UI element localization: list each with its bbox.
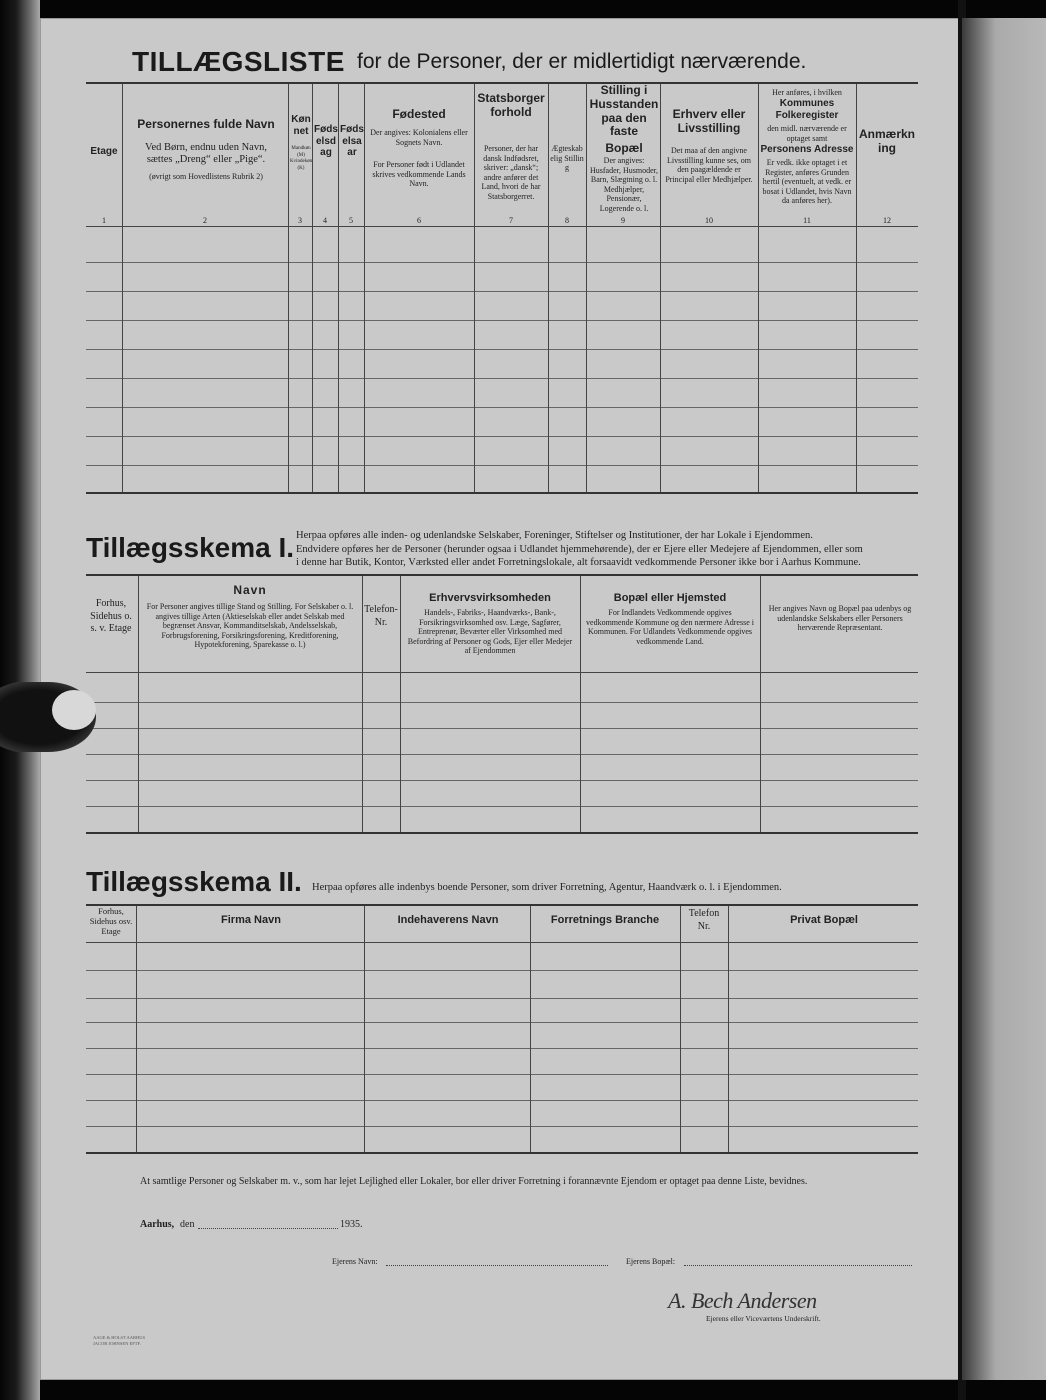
skema1-row-line	[86, 754, 918, 755]
owner-signature: A. Bech Andersen	[668, 1288, 817, 1313]
skema1-row-line	[86, 806, 918, 807]
skema1-row-line	[86, 780, 918, 781]
skema2-col-floor: Forhus, Sidehus osv. Etage	[89, 906, 133, 937]
skema1-top-line	[86, 574, 918, 576]
skema1-col-residence-head: Bopæl eller Hjemsted	[613, 592, 727, 604]
column-number: 2	[203, 216, 207, 225]
table1-row-line	[86, 291, 918, 292]
table1-top-line	[86, 82, 918, 84]
skema1-col-floor: Forhus, Sidehus o. s. v. Etage	[90, 598, 132, 634]
skema2-col-branch: Forretnings Branche	[550, 914, 660, 926]
col-register-head2: Personens Adresse	[760, 144, 854, 155]
table1-row-line	[86, 262, 918, 263]
table1-row-line	[86, 349, 918, 350]
col-etage-head: Etage	[90, 146, 118, 157]
skema1-col-name-sub: For Personer angives tillige Stand og Stilling. For Selskaber o. l. angives tillige Arten (Aktieselskab eller andet Selskab med begrænset Ansvar, Kommanditselskab, Andelsselskab, Forbrugsforening, Forsikringsforening, Kreditforening, Hypotekforening, Sparekasse o. l.)	[146, 602, 354, 650]
footer-date-line[interactable]	[198, 1228, 338, 1229]
footer-signer-label: Ejerens eller Viceværtens Underskrift.	[706, 1314, 821, 1323]
skema1-column-line	[400, 576, 401, 832]
skema1-col-residence-sub: For Indlandets Vedkommende opgives vedkommende Kommune og den nærmere Adresse i Kommunen. For Udlandets Vedkommende opgives vedkommende Land.	[586, 608, 754, 646]
skema2-column-line	[530, 906, 531, 1152]
table1-header-line	[86, 226, 918, 227]
skema1-title: Tillægsskema I.	[86, 532, 295, 563]
col-household-head: Stilling i Husstanden paa den faste	[589, 83, 659, 139]
table1-column-line	[758, 84, 759, 492]
skema2-col-firm: Firma Navn	[221, 914, 281, 926]
skema2-column-line	[136, 906, 137, 1152]
col-citizenship-sub: Personer, der har dansk Indfødsret, skriver: „dansk“; andre anfører det Land, hvori de har Statsborgerret.	[481, 144, 541, 201]
table1-column-line	[288, 84, 289, 492]
skema1-column-line	[580, 576, 581, 832]
skema2-header-line	[86, 942, 918, 943]
table1-row-line	[86, 436, 918, 437]
skema2-top-line	[86, 904, 918, 906]
table1-column-line	[122, 84, 123, 492]
skema2-title: Tillægsskema II.	[86, 866, 302, 897]
col-birthyear-head: Fødselsaar	[340, 124, 364, 158]
skema1-col-business-sub: Handels-, Fabriks-, Haandværks-, Bank-, Forsikringsvirksomhed osv. Læge, Sagfører, Entreprenør, Beværter eller Virksomhed med Befordring af Personer og Gods, Ejer eller Medejer af Ejendommen	[407, 608, 573, 656]
col-birthday-head: Fødselsdag	[314, 124, 338, 158]
skema1-text2: Endvidere opføres her de Personer (herunder ogsaa i Udlandet hjemmehørende), der er Ejere eller Medejere af Ejendommen, eller som	[296, 544, 863, 555]
skema2-col-owner: Indehaverens Navn	[397, 914, 499, 926]
column-number: 4	[323, 216, 327, 225]
table1-column-line	[364, 84, 365, 492]
col-name-sub: Ved Børn, endnu uden Navn, sættes „Dreng“ eller „Pige“.	[145, 142, 267, 166]
col-register-mid: den midl. nærværende er optaget samt	[767, 124, 847, 143]
table1-column-line	[312, 84, 313, 492]
column-number: 1	[102, 216, 106, 225]
table1-row-line	[86, 320, 918, 321]
col-birthplace-sub2: For Personer født i Udlandet skrives vedkommende Lands Navn.	[372, 160, 466, 189]
skema1-text1: Herpaa opføres alle inden- og udenlandske Selskaber, Foreninger, Stiftelser og Institutioner, der har Lokale i Ejendommen.	[296, 530, 813, 541]
skema2-row-line	[86, 1126, 918, 1127]
next-page-edge	[962, 18, 1046, 1380]
table1-row-line	[86, 378, 918, 379]
footer-owner-name-field[interactable]	[386, 1265, 608, 1266]
col-sex-head: Kønnet	[291, 114, 311, 137]
skema1-column-line	[362, 576, 363, 832]
column-number: 8	[565, 216, 569, 225]
col-register-sub: Er vedk. ikke optaget i et Register, anføres Grunden hertil (eventuelt, at vedk. er bosat i Udlandet, hvis Navn da anføres her).	[762, 158, 852, 206]
footer-owner-home-label: Ejerens Bopæl:	[626, 1257, 676, 1266]
skema2-col-phone: Telefon Nr.	[688, 908, 720, 932]
column-number: 9	[621, 216, 625, 225]
footer-owner-name-label: Ejerens Navn:	[332, 1257, 378, 1266]
table1-column-line	[474, 84, 475, 492]
col-marital-head: Ægteskabelig Stilling	[550, 144, 584, 173]
col-citizenship-head: Statsborgerforhold	[477, 91, 545, 119]
skema1-col-name-head: Navn	[233, 583, 267, 597]
printer-imprint: AAGE & HOLST AARHUS JACOB JOHNSEN EFTF.	[93, 1335, 146, 1346]
form-title-rest: for de Personer, der er midlertidigt nærværende.	[357, 50, 807, 73]
fingertip	[52, 690, 96, 730]
skema1-bottom-line	[86, 832, 918, 834]
col-remarks-head: Anmærkning	[858, 127, 915, 155]
table1-row-line	[86, 465, 918, 466]
skema1-col-business-head: Erhvervsvirksomheden	[429, 592, 551, 604]
col-name-head: Personernes fulde Navn	[137, 117, 275, 131]
footer-den: den	[180, 1219, 195, 1230]
col-occupation-sub: Det maa af den angivne Livsstilling kunne ses, om den paagældende er Principal eller Medhjælper.	[665, 146, 753, 184]
footer-place: Aarhus,	[140, 1219, 175, 1230]
skema1-column-line	[138, 576, 139, 832]
skema1-row-line	[86, 702, 918, 703]
column-number: 6	[417, 216, 421, 225]
footer-statement: At samtlige Personer og Selskaber m. v., som har lejet Lejlighed eller Lokaler, bor eller driver Forretning i forannævnte Ejendom er optaget paa denne Liste, bevidnes.	[140, 1176, 808, 1187]
col-household-sub: Der angives: Husfader, Husmoder, Barn, Slægtning o. l. Medhjælper, Pensionær, Logerende o. l.	[590, 156, 659, 213]
skema1-text3: i denne har Butik, Kontor, Værksted eller andet Forretningslokale, alt forsaavidt vedkommende Personer ikke bor i Aarhus Kommune.	[296, 557, 861, 568]
skema2-column-line	[728, 906, 729, 1152]
col-occupation-head: Erhverv eller Livsstilling	[672, 107, 746, 135]
skema2-row-line	[86, 1048, 918, 1049]
skema1-column-line	[760, 576, 761, 832]
col-register-pre: Her anføres, i hvilken	[772, 88, 842, 97]
skema2-row-line	[86, 1100, 918, 1101]
col-household-head2: Bopæl	[605, 141, 643, 155]
column-number: 5	[349, 216, 353, 225]
table1-column-line	[660, 84, 661, 492]
table1-row-line	[86, 407, 918, 408]
table1-column-line	[548, 84, 549, 492]
col-register-head: Kommunes Folkeregister	[775, 98, 839, 121]
col-birthplace-head: Fødested	[392, 107, 446, 121]
skema2-column-line	[364, 906, 365, 1152]
column-number: 7	[509, 216, 513, 225]
col-sex-sub: Mandkøn (M) Kvindekøn (K)	[290, 146, 313, 171]
table1-column-line	[856, 84, 857, 492]
skema1-header-line	[86, 672, 918, 673]
column-number: 10	[705, 216, 713, 225]
skema2-text: Herpaa opføres alle indenbys boende Personer, som driver Forretning, Agentur, Haandværk o. l. i Ejendommen.	[312, 882, 782, 893]
skema1-col-phone: Telefon-Nr.	[364, 604, 398, 628]
table1-bottom-line	[86, 492, 918, 494]
skema2-row-line	[86, 1074, 918, 1075]
table1-column-line	[586, 84, 587, 492]
skema1-row-line	[86, 728, 918, 729]
column-number: 12	[883, 216, 891, 225]
column-number: 11	[803, 216, 811, 225]
skema2-bottom-line	[86, 1152, 918, 1154]
skema1-col-representative: Her angives Navn og Bopæl paa udenbys og udenlandske Selskabers eller Personers herværende Repræsentant.	[768, 604, 912, 633]
skema2-row-line	[86, 998, 918, 999]
form-title-main: TILLÆGSLISTE	[132, 46, 345, 77]
skema2-row-line	[86, 970, 918, 971]
footer-year: 1935.	[340, 1219, 363, 1230]
footer-owner-home-field[interactable]	[684, 1265, 912, 1266]
skema2-column-line	[680, 906, 681, 1152]
table1-column-line	[338, 84, 339, 492]
column-number: 3	[298, 216, 302, 225]
col-birthplace-sub: Der angives: Kolonialens eller Sognets Navn.	[370, 128, 468, 147]
col-name-sub2: (øvrigt som Hovedlistens Rubrik 2)	[149, 172, 263, 181]
skema2-col-private: Privat Bopæl	[790, 914, 858, 926]
skema2-row-line	[86, 1022, 918, 1023]
